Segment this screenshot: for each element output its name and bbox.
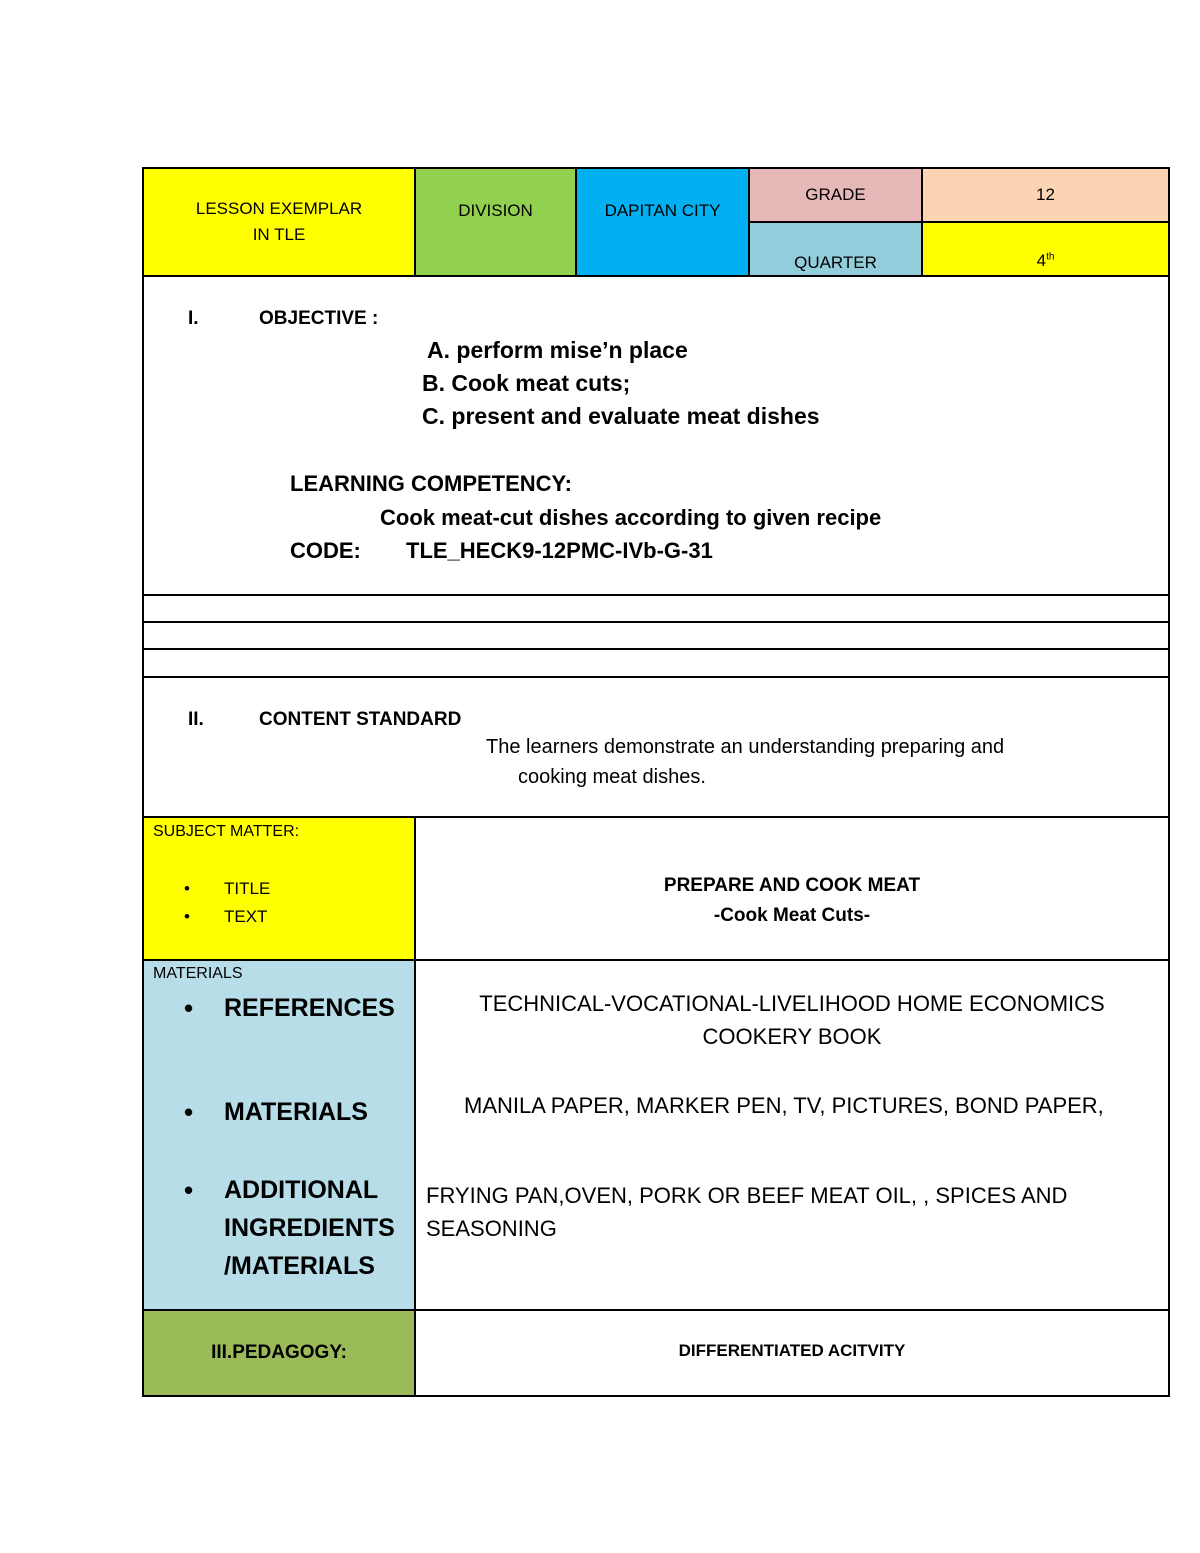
quarter-value-cell: [921, 221, 1170, 277]
list-item: • TEXT: [144, 903, 404, 931]
pedagogy-label-cell: [142, 1309, 416, 1397]
quarter-label: QUARTER: [794, 253, 877, 272]
objective-item-a: A. perform mise’n place: [427, 337, 688, 363]
division-value-cell: [575, 167, 750, 277]
competency-text: Cook meat-cut dishes according to given recipe: [380, 505, 882, 530]
materials-label: MATERIALS: [153, 965, 243, 982]
division-value: DAPITAN CITY: [604, 201, 721, 220]
lesson-exemplar-cell: [142, 167, 416, 277]
lesson-exemplar-line1: LESSON EXEMPLAR: [195, 199, 363, 218]
quarter-label-cell: [748, 221, 923, 277]
content-standard-line2: cooking meat dishes.: [518, 766, 706, 788]
list-item: • ADDITIONAL INGREDIENTS /MATERIALS: [144, 1171, 414, 1285]
objective-numeral: I.: [188, 308, 199, 329]
division-label: DIVISION: [458, 201, 533, 220]
objective-item-c: C. present and evaluate meat dishes: [422, 403, 820, 429]
list-item: • MATERIALS: [144, 1093, 414, 1131]
content-standard-heading: CONTENT STANDARD: [259, 709, 462, 730]
pedagogy-value: DIFFERENTIATED ACITVITY: [678, 1341, 906, 1360]
pedagogy-label: III.PEDAGOGY:: [211, 1342, 347, 1363]
empty-row: [142, 648, 1170, 678]
quarter-value: 4th: [1036, 251, 1055, 270]
references-line2: COOKERY BOOK: [702, 1024, 882, 1049]
list-item: • REFERENCES: [144, 989, 414, 1027]
objective-item-b: B. Cook meat cuts;: [422, 370, 631, 396]
materials-label-cell: [142, 959, 416, 1311]
pedagogy-value-cell: [414, 1309, 1170, 1397]
code-value: TLE_HECK9-12PMC-IVb-G-31: [406, 538, 713, 563]
subject-matter-title: PREPARE AND COOK MEAT: [663, 875, 921, 896]
additional-line-b: SEASONING: [426, 1216, 557, 1241]
subject-matter-subtitle: -Cook Meat Cuts-: [713, 905, 871, 926]
additional-line-a: FRYING PAN,OVEN, PORK OR BEEF MEAT OIL, , SPICES AND: [426, 1183, 1068, 1208]
content-standard-numeral: II.: [188, 709, 204, 730]
empty-row: [142, 621, 1170, 650]
materials-value-cell: [414, 959, 1170, 1311]
grade-label-cell: [748, 167, 923, 223]
materials-value: MANILA PAPER, MARKER PEN, TV, PICTURES, BOND PAPER,: [464, 1093, 1104, 1118]
grade-value-cell: [921, 167, 1170, 223]
content-standard-section: [142, 676, 1170, 818]
empty-row: [142, 594, 1170, 623]
subject-matter-value-cell: [414, 816, 1170, 961]
subject-matter-label-cell: [142, 816, 416, 961]
code-label: CODE:: [290, 538, 361, 563]
grade-label: GRADE: [805, 185, 866, 204]
list-item: • TITLE: [144, 875, 404, 903]
competency-heading: LEARNING COMPETENCY:: [290, 471, 572, 496]
lesson-exemplar-line2: IN TLE: [252, 225, 306, 244]
content-standard-line1: The learners demonstrate an understanding preparing and: [486, 736, 1005, 758]
references-line1: TECHNICAL-VOCATIONAL-LIVELIHOOD HOME ECONOMICS: [479, 991, 1105, 1016]
objective-heading: OBJECTIVE :: [259, 308, 379, 329]
subject-matter-label: SUBJECT MATTER:: [153, 823, 300, 840]
grade-value: 12: [1036, 185, 1055, 204]
objective-section: [142, 275, 1170, 596]
division-label-cell: [414, 167, 577, 277]
